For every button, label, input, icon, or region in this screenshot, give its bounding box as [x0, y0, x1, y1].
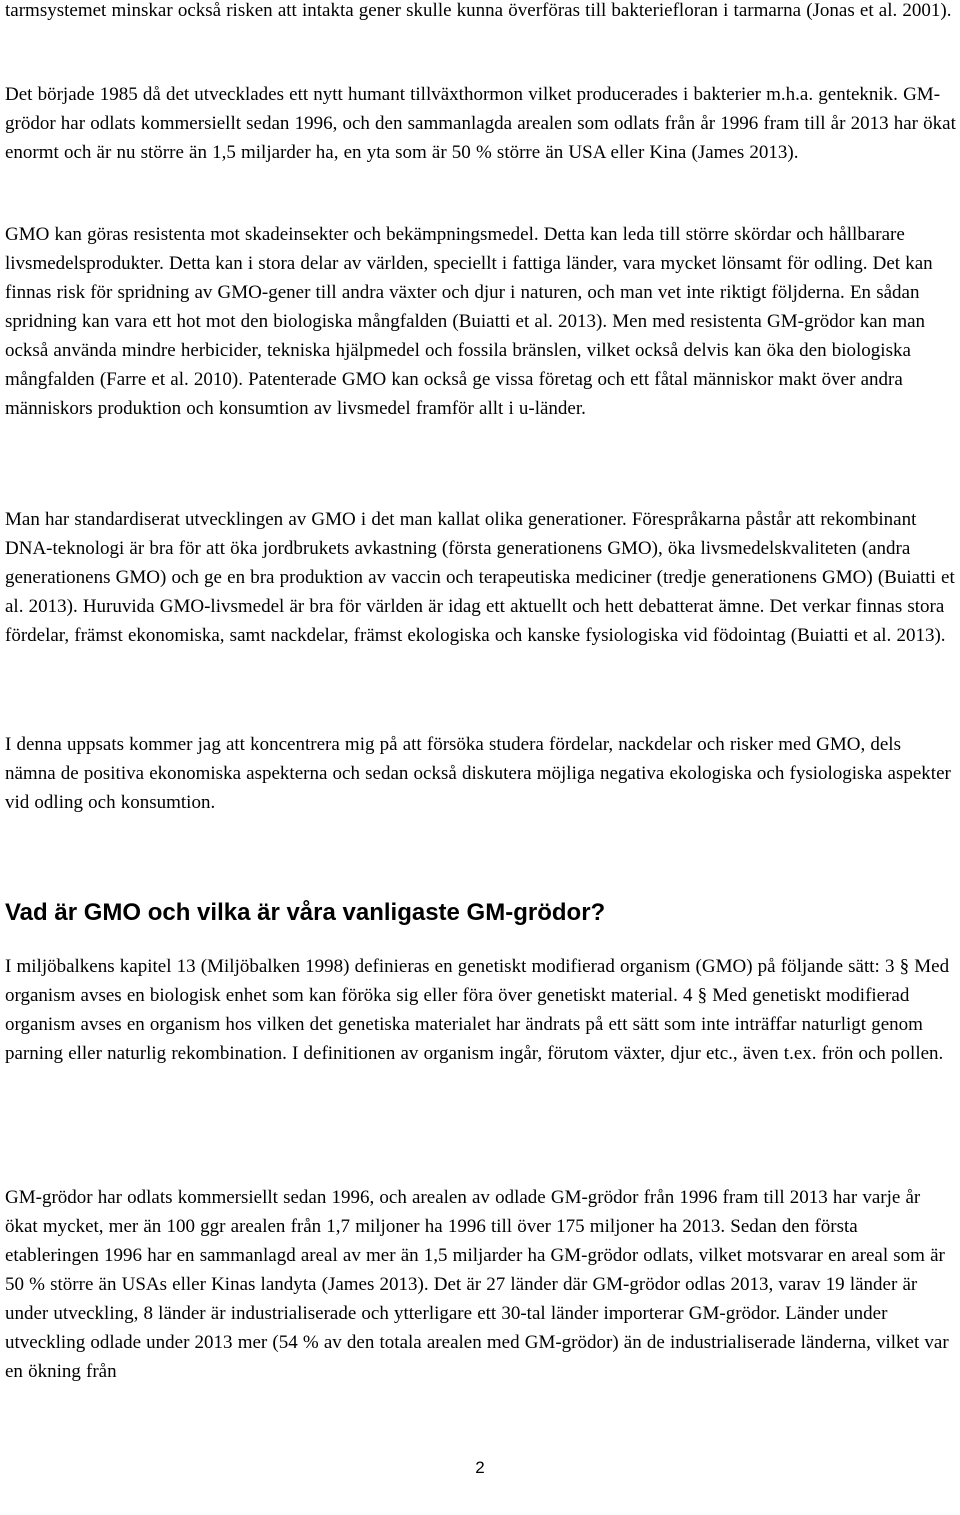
- paragraph-history: Det började 1985 då det utvecklades ett nytt humant tillväxthormon vilket producerades i bakterier m.h.a. genteknik. GM-grödor har odlats kommersiellt sedan 1996, och den sammanlagda arealen som odlats från år 1996 fram till år 2013 har ökat enormt och är nu större än 1,5 miljarder ha, en yta som är 50 % större än USA eller Kina (James 2013).: [5, 84, 956, 163]
- paragraph-generations: Man har standardiserat utvecklingen av GMO i det man kallat olika generationer. Förespråkarna påstår att rekombinant DNA-teknologi är bra för att öka jordbrukets avkastning (första generationens GMO), öka livsmedelskvaliteten (andra generationens GMO) och ge en bra produktion av vaccin och terapeutiska mediciner (tredje generationens GMO) (Buiatti et al. 2013). Huruvida GMO-livsmedel är bra för världen är idag ett aktuellt och hett debatterat ämne. Det verkar finnas stora fördelar, främst ekonomiska, samt nackdelar, främst ekologiska och kanske fysiologiska vid födointag (Buiatti et al. 2013).: [5, 509, 955, 646]
- paragraph-cultivation-statistics: GM-grödor har odlats kommersiellt sedan 1996, och arealen av odlade GM-grödor från 1996 fram till 2013 har varje år ökat mycket, mer än 100 ggr arealen från 1,7 miljoner ha 1996 till över 175 miljoner ha 2013. Sedan den första etableringen 1996 har en sammanlagd areal av mer än 1,5 miljarder ha GM-grödor odlats, vilket motsvarar en areal som är 50 % större än USAs eller Kinas landyta (James 2013). Det är 27 länder där GM-grödor odlas 2013, varav 19 länder är under utveckling, 8 länder är industrialiserade och ytterligare ett 30-tal länder importerar GM-grödor. Länder under utveckling odlade under 2013 mer (54 % av den totala arealen med GM-grödor) än de industrialiserade länderna, vilket var en ökning från: [5, 1187, 949, 1382]
- page-number: 2: [475, 1458, 485, 1477]
- paragraph-intestinal-risk: tarmsystemet minskar också risken att intakta gener skulle kunna överföras till bakteriefloran i tarmarna (Jonas et al. 2001).: [5, 0, 952, 21]
- section-heading: Vad är GMO och vilka är våra vanligaste GM-grödor?: [5, 899, 606, 926]
- paragraph-resistance: GMO kan göras resistenta mot skadeinsekter och bekämpningsmedel. Detta kan leda till större skördar och hållbarare livsmedelsprodukter. Detta kan i stora delar av världen, speciellt i fattiga länder, vara mycket lönsamt för odling. Det kan finnas risk för spridning av GMO-gener till andra växter och djur i naturen, och man vet inte riktigt följderna. En sådan spridning kan vara ett hot mot den biologiska mångfalden (Buiatti et al. 2013). Men med resistenta GM-grödor kan man också använda mindre herbicider, tekniska hjälpmedel och fossila bränslen, vilket också delvis kan öka den biologiska mångfalden (Farre et al. 2010). Patenterade GMO kan också ge vissa företag och ett fåtal människor makt över andra människors produktion och konsumtion av livsmedel framför allt i u-länder.: [5, 224, 933, 419]
- paragraph-thesis-aim: I denna uppsats kommer jag att koncentrera mig på att försöka studera fördelar, nackdelar och risker med GMO, dels nämna de positiva ekonomiska aspekterna och sedan också diskutera möjliga negativa ekologiska och fysiologiska aspekter vid odling och konsumtion.: [5, 734, 951, 813]
- paragraph-definition: I miljöbalkens kapitel 13 (Miljöbalken 1998) definieras en genetiskt modifierad organism (GMO) på följande sätt: 3 § Med organism avses en biologisk enhet som kan föröka sig eller föra över genetiskt material. 4 § Med genetiskt modifierad organism avses en organism hos vilken det genetiska materialet har ändrats på ett sätt som inte inträffar naturligt genom parning eller naturlig rekombination. I definitionen av organism ingår, förutom växter, djur etc., även t.ex. frön och pollen.: [5, 956, 950, 1064]
